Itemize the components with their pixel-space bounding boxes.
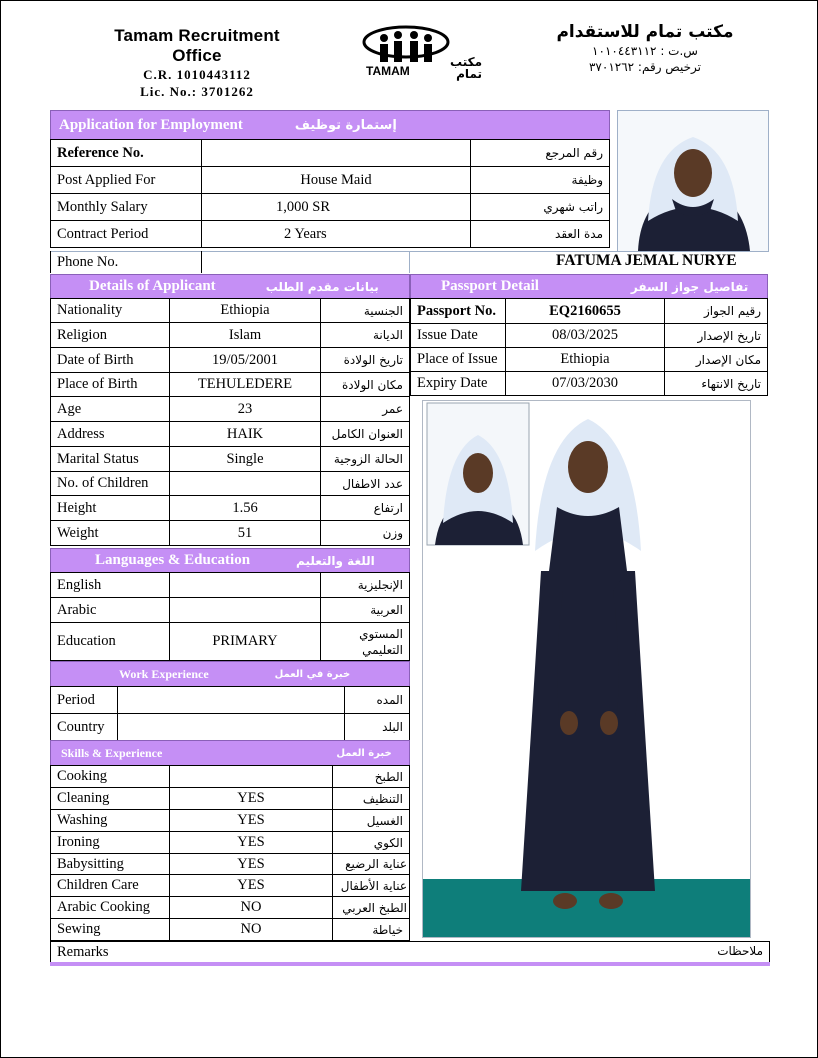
table-row <box>51 687 410 714</box>
cleaning-value: YES <box>170 788 333 810</box>
contract-label: Contract Period <box>51 221 202 248</box>
table-row <box>51 832 410 854</box>
address-label: Address <box>51 422 170 447</box>
children-value <box>170 472 321 496</box>
pob-label-ar: مكان الولادة <box>321 373 410 397</box>
table-row <box>51 167 610 194</box>
country-label-ar: البلد <box>345 714 410 741</box>
weight-label: Weight <box>51 521 170 546</box>
table-row <box>51 221 610 248</box>
work-title-ar: خبرة في العمل <box>274 668 351 680</box>
sewing-label-ar: خياطة <box>333 919 410 941</box>
passport-table <box>410 298 768 396</box>
salary-label: Monthly Salary <box>51 194 202 221</box>
application-title-en: Application for Employment <box>59 116 243 133</box>
children-care-label: Children Care <box>51 875 170 897</box>
table-row <box>51 422 410 447</box>
table-row <box>51 897 410 919</box>
education-label-ar-line2: التعليمي <box>362 642 403 657</box>
education-label-ar <box>321 623 410 661</box>
skills-table <box>50 765 410 941</box>
table-row <box>51 919 410 941</box>
period-value <box>118 687 345 714</box>
full-length-photo <box>422 400 751 938</box>
license-number-en: Lic. No.: 3701262 <box>140 84 254 99</box>
passport-no-label-ar: رقيم الجواز <box>665 299 768 324</box>
details-table <box>50 298 410 546</box>
table-row <box>51 447 410 472</box>
pob-value: TEHULEDERE <box>170 373 321 397</box>
marital-label-ar: الحالة الزوجية <box>321 447 410 472</box>
arabic-cooking-label-ar: الطبخ العربي <box>333 897 410 919</box>
table-row <box>51 521 410 546</box>
skills-header <box>50 740 410 766</box>
full-length-graphic <box>423 401 750 937</box>
ironing-value: YES <box>170 832 333 854</box>
children-care-value: YES <box>170 875 333 897</box>
office-name-ar: مكتب تمام للاستقدام <box>556 22 734 42</box>
table-row <box>51 194 610 221</box>
place-issue-value: Ethiopia <box>506 348 665 372</box>
english-label: English <box>51 573 170 598</box>
country-label: Country <box>51 714 118 741</box>
skills-title-en: Skills & Experience <box>61 745 163 760</box>
license-number-ar: ترخيص رقم: ٣٧٠١٢٦٢ <box>588 60 701 74</box>
arabic-cooking-value: NO <box>170 897 333 919</box>
english-value <box>170 573 321 598</box>
english-label-ar: الإنجليزية <box>321 573 410 598</box>
remarks-row <box>50 941 770 964</box>
languages-title-ar: اللغة والتعليم <box>296 553 375 568</box>
table-row <box>411 348 768 372</box>
education-value: PRIMARY <box>170 623 321 661</box>
marital-label: Marital Status <box>51 447 170 472</box>
logo-text-en: TAMAM <box>366 64 410 78</box>
passport-no-value: EQ2160655 <box>506 299 665 324</box>
babysitting-value: YES <box>170 854 333 875</box>
table-row <box>51 573 410 598</box>
table-row <box>51 788 410 810</box>
cr-number-en: C.R. 1010443112 <box>143 67 251 82</box>
weight-label-ar: وزن <box>321 521 410 546</box>
age-label: Age <box>51 397 170 422</box>
table-row <box>411 324 768 348</box>
remarks-label: Remarks <box>57 944 109 960</box>
reference-label: Reference No. <box>51 140 202 167</box>
salary-label-ar: راتب شهري <box>471 194 610 221</box>
issue-date-label: Issue Date <box>411 324 506 348</box>
header-english <box>92 26 302 100</box>
weight-value: 51 <box>170 521 321 546</box>
table-row <box>51 397 410 422</box>
washing-value: YES <box>170 810 333 832</box>
passport-header <box>410 274 768 299</box>
place-issue-label-ar: مكان الإصدار <box>665 348 768 372</box>
height-label-ar: ارتفاع <box>321 496 410 521</box>
period-label-ar: المده <box>345 687 410 714</box>
languages-header <box>50 548 410 573</box>
nationality-label-ar: الجنسية <box>321 299 410 323</box>
table-row <box>51 140 610 167</box>
expiry-date-value: 07/03/2030 <box>506 372 665 396</box>
height-label: Height <box>51 496 170 521</box>
education-label: Education <box>51 623 170 661</box>
table-row <box>51 810 410 832</box>
religion-value: Islam <box>170 323 321 348</box>
expiry-date-label-ar: تاريخ الانتهاء <box>665 372 768 396</box>
nationality-label: Nationality <box>51 299 170 323</box>
cooking-value <box>170 766 333 788</box>
table-row <box>51 373 410 397</box>
passport-no-label: Passport No. <box>411 299 506 324</box>
tamam-logo <box>362 22 482 80</box>
logo-text-ar: مكتب تمام <box>449 55 482 81</box>
marital-value: Single <box>170 447 321 472</box>
work-title-en: Work Experience <box>119 666 209 681</box>
application-title-ar: إستمارة توظيف <box>294 117 397 133</box>
table-row <box>51 598 410 623</box>
office-name-en: Tamam Recruitment Office <box>114 26 280 65</box>
reference-value <box>202 140 471 167</box>
table-row <box>411 372 768 396</box>
period-label: Period <box>51 687 118 714</box>
children-label-ar: عدد الاطفال <box>321 472 410 496</box>
height-value: 1.56 <box>170 496 321 521</box>
nationality-value: Ethiopia <box>170 299 321 323</box>
issue-date-value: 08/03/2025 <box>506 324 665 348</box>
languages-table <box>50 572 410 661</box>
issue-date-label-ar: تاريخ الإصدار <box>665 324 768 348</box>
table-row <box>51 623 410 661</box>
phone-value <box>202 251 410 273</box>
table-row <box>51 496 410 521</box>
place-issue-label: Place of Issue <box>411 348 506 372</box>
arabic-label-ar: العربية <box>321 598 410 623</box>
table-row <box>51 854 410 875</box>
pob-label: Place of Birth <box>51 373 170 397</box>
washing-label: Washing <box>51 810 170 832</box>
ironing-label: Ironing <box>51 832 170 854</box>
cr-number-ar: س.ت : ١٠١٠٤٤٣١١٢ <box>592 44 698 58</box>
contract-label-ar: مدة العقد <box>471 221 610 248</box>
children-label: No. of Children <box>51 472 170 496</box>
applicant-name: FATUMA JEMAL NURYE <box>556 252 737 269</box>
babysitting-label: Babysitting <box>51 854 170 875</box>
skills-title-ar: خبرة العمل <box>336 747 392 759</box>
sewing-label: Sewing <box>51 919 170 941</box>
arabic-cooking-label: Arabic Cooking <box>51 897 170 919</box>
reference-label-ar: رقم المرجع <box>471 140 610 167</box>
address-value: HAIK <box>170 422 321 447</box>
cooking-label: Cooking <box>51 766 170 788</box>
cleaning-label: Cleaning <box>51 788 170 810</box>
table-row <box>51 714 410 741</box>
table-row <box>51 323 410 348</box>
arabic-label: Arabic <box>51 598 170 623</box>
babysitting-label-ar: عناية الرضيع <box>333 854 410 875</box>
religion-label: Religion <box>51 323 170 348</box>
table-row <box>51 251 410 273</box>
salary-value: 1,000 SR <box>202 194 471 221</box>
remarks-label-ar: ملاحظات <box>717 944 763 958</box>
education-label-ar-line1: المستوي <box>359 626 403 641</box>
table-row <box>51 348 410 373</box>
details-header <box>50 274 410 299</box>
expiry-date-label: Expiry Date <box>411 372 506 396</box>
washing-label-ar: الغسيل <box>333 810 410 832</box>
phone-table <box>50 251 410 273</box>
age-value: 23 <box>170 397 321 422</box>
cooking-label-ar: الطبخ <box>333 766 410 788</box>
table-row <box>51 472 410 496</box>
table-row <box>411 299 768 324</box>
dob-label-ar: تاريخ الولادة <box>321 348 410 373</box>
phone-label: Phone No. <box>51 251 202 273</box>
country-value <box>118 714 345 741</box>
table-row <box>51 875 410 897</box>
details-title-en: Details of Applicant <box>89 278 216 294</box>
contract-value: 2 Years <box>202 221 471 248</box>
post-label-ar: وظيفة <box>471 167 610 194</box>
arabic-value <box>170 598 321 623</box>
post-value: House Maid <box>202 167 471 194</box>
application-header <box>50 110 610 140</box>
remarks-underline <box>50 962 770 966</box>
ironing-label-ar: الكوي <box>333 832 410 854</box>
header-arabic <box>540 22 750 74</box>
address-label-ar: العنوان الكامل <box>321 422 410 447</box>
post-label: Post Applied For <box>51 167 202 194</box>
sewing-value: NO <box>170 919 333 941</box>
passport-title-ar: تفاصيل جواز السفر <box>630 279 749 294</box>
languages-title-en: Languages & Education <box>95 552 251 568</box>
cleaning-label-ar: التنظيف <box>333 788 410 810</box>
passport-title-en: Passport Detail <box>441 278 539 294</box>
dob-label: Date of Birth <box>51 348 170 373</box>
table-row <box>51 766 410 788</box>
work-header <box>50 661 410 687</box>
religion-label-ar: الديانة <box>321 323 410 348</box>
portrait-graphic <box>618 111 768 251</box>
application-table <box>50 139 610 248</box>
work-table <box>50 686 410 741</box>
details-title-ar: بيانات مقدم الطلب <box>265 279 379 294</box>
table-row <box>51 299 410 323</box>
children-care-label-ar: عناية الأطفال <box>333 875 410 897</box>
dob-value: 19/05/2001 <box>170 348 321 373</box>
portrait-photo <box>617 110 769 252</box>
age-label-ar: عمر <box>321 397 410 422</box>
